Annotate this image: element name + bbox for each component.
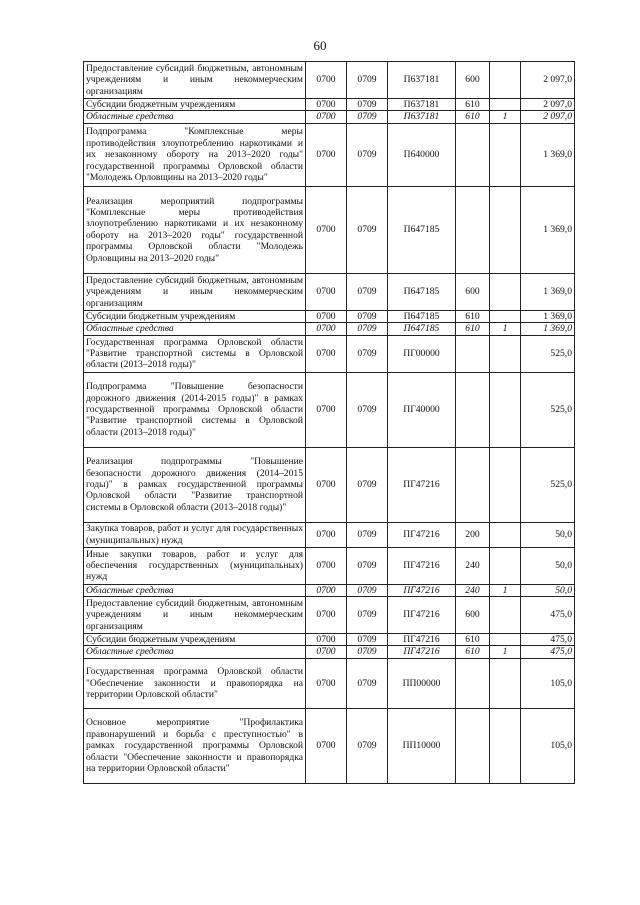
row-expense-type: 200 [456, 522, 490, 547]
row-expense-type [456, 658, 490, 708]
row-name: Реализация мероприятий подпрограммы "Комплексные меры противодействия злоупотреблению наркотиками и их незаконному обороту на 2013–2020 годы" государственной программы Орловской области "Молодежь Орловщины на 2013–2020 годы" [84, 186, 306, 273]
row-section: 0700 [306, 522, 347, 547]
row-target-article: П640000 [388, 123, 456, 186]
row-funding-source [490, 634, 521, 646]
row-target-article: ПГ47216 [388, 522, 456, 547]
row-name: Областные средства [84, 323, 306, 335]
row-subsection: 0709 [347, 310, 388, 322]
row-expense-type [456, 372, 490, 447]
row-funding-source [490, 447, 521, 522]
table-row [84, 310, 575, 322]
row-funding-source [490, 186, 521, 273]
table-row [84, 372, 575, 447]
row-subsection: 0709 [347, 708, 388, 783]
table-row [84, 123, 575, 186]
row-target-article: ПГ47216 [388, 547, 456, 584]
row-expense-type: 240 [456, 547, 490, 584]
row-section: 0700 [306, 273, 347, 310]
row-subsection: 0709 [347, 62, 388, 99]
table-row [84, 335, 575, 372]
row-expense-type [456, 186, 490, 273]
table-row [84, 658, 575, 708]
table-row [84, 447, 575, 522]
row-funding-source: 1 [490, 584, 521, 596]
row-target-article: ПГ47216 [388, 646, 456, 658]
row-amount: 2 097,0 [521, 99, 575, 111]
table-row [84, 634, 575, 646]
row-expense-type: 600 [456, 597, 490, 634]
row-amount: 1 369,0 [521, 123, 575, 186]
row-expense-type: 610 [456, 310, 490, 322]
row-funding-source [490, 123, 521, 186]
row-subsection: 0709 [347, 447, 388, 522]
row-amount: 525,0 [521, 335, 575, 372]
table-row [84, 99, 575, 111]
row-amount: 50,0 [521, 584, 575, 596]
row-subsection: 0709 [347, 372, 388, 447]
row-section: 0700 [306, 708, 347, 783]
row-target-article: ПГ47216 [388, 584, 456, 596]
row-name: Основное мероприятие "Профилактика правонарушений и борьба с преступностью" в рамках государственной программы Орловской области "Обеспечение законности и правопорядка на территории Орловской области" [84, 708, 306, 783]
row-section: 0700 [306, 447, 347, 522]
row-funding-source [490, 310, 521, 322]
table-row [84, 323, 575, 335]
row-section: 0700 [306, 99, 347, 111]
row-section: 0700 [306, 111, 347, 123]
row-section: 0700 [306, 186, 347, 273]
row-name: Иные закупки товаров, работ и услуг для обеспечения государственных (муниципальных) нужд [84, 547, 306, 584]
row-target-article: П637181 [388, 62, 456, 99]
table-row [84, 111, 575, 123]
row-name: Реализация подпрограммы "Повышение безопасности дорожного движения (2014–2015 годы)" в рамках государственной программы Орловской области "Развитие транспортной системы в Орловской области (2013–2018 годы)" [84, 447, 306, 522]
row-expense-type: 610 [456, 323, 490, 335]
row-subsection: 0709 [347, 186, 388, 273]
row-subsection: 0709 [347, 111, 388, 123]
row-expense-type [456, 335, 490, 372]
table-row [84, 584, 575, 596]
row-amount: 105,0 [521, 658, 575, 708]
table-row [84, 186, 575, 273]
row-funding-source [490, 658, 521, 708]
row-subsection: 0709 [347, 273, 388, 310]
row-name: Государственная программа Орловской области "Развитие транспортной системы в Орловской области (2013–2018 годы)" [84, 335, 306, 372]
row-name: Государственная программа Орловской области "Обеспечение законности и правопорядка на территории Орловской области" [84, 658, 306, 708]
row-target-article: П647185 [388, 273, 456, 310]
row-amount: 475,0 [521, 646, 575, 658]
row-target-article: ПГ00000 [388, 335, 456, 372]
row-subsection: 0709 [347, 522, 388, 547]
row-amount: 475,0 [521, 597, 575, 634]
row-section: 0700 [306, 310, 347, 322]
row-expense-type: 610 [456, 646, 490, 658]
row-target-article: ПГ40000 [388, 372, 456, 447]
row-name: Областные средства [84, 646, 306, 658]
row-amount: 2 097,0 [521, 111, 575, 123]
row-subsection: 0709 [347, 584, 388, 596]
row-amount: 1 369,0 [521, 323, 575, 335]
row-expense-type: 240 [456, 584, 490, 596]
row-expense-type: 610 [456, 99, 490, 111]
row-section: 0700 [306, 547, 347, 584]
row-section: 0700 [306, 62, 347, 99]
row-target-article: ПП10000 [388, 708, 456, 783]
row-funding-source [490, 708, 521, 783]
table-row [84, 646, 575, 658]
table-row [84, 597, 575, 634]
row-expense-type: 610 [456, 111, 490, 123]
row-expense-type [456, 447, 490, 522]
row-expense-type [456, 708, 490, 783]
row-expense-type [456, 123, 490, 186]
row-target-article: ПГ47216 [388, 597, 456, 634]
row-funding-source [490, 62, 521, 99]
row-amount: 525,0 [521, 372, 575, 447]
row-funding-source [490, 597, 521, 634]
row-name: Предоставление субсидий бюджетным, автономным учреждениям и иным некоммерческим организациям [84, 273, 306, 310]
row-name: Субсидии бюджетным учреждениям [84, 310, 306, 322]
row-subsection: 0709 [347, 547, 388, 584]
table-row [84, 273, 575, 310]
row-name: Субсидии бюджетным учреждениям [84, 634, 306, 646]
row-funding-source [490, 547, 521, 584]
row-section: 0700 [306, 658, 347, 708]
row-target-article: П647185 [388, 310, 456, 322]
row-expense-type: 600 [456, 62, 490, 99]
row-amount: 525,0 [521, 447, 575, 522]
row-name: Областные средства [84, 111, 306, 123]
row-section: 0700 [306, 335, 347, 372]
row-name: Закупка товаров, работ и услуг для государственных (муниципальных) нужд [84, 522, 306, 547]
row-name: Подпрограмма "Повышение безопасности дорожного движения (2014-2015 годы)" в рамках государственной программы Орловской области "Развитие транспортной системы в Орловской области (2013–2018 годы)" [84, 372, 306, 447]
table-row [84, 547, 575, 584]
row-subsection: 0709 [347, 646, 388, 658]
row-amount: 2 097,0 [521, 62, 575, 99]
table-row [84, 708, 575, 783]
row-funding-source: 1 [490, 323, 521, 335]
row-name: Областные средства [84, 584, 306, 596]
row-section: 0700 [306, 372, 347, 447]
row-target-article: П637181 [388, 111, 456, 123]
row-amount: 475,0 [521, 634, 575, 646]
row-name: Подпрограмма "Комплексные меры противодействия злоупотреблению наркотиками и их незаконному обороту на 2013–2020 годы" государственной программы Орловской области "Молодежь Орловщины на 2013–2020 годы" [84, 123, 306, 186]
row-name: Предоставление субсидий бюджетным, автономным учреждениям и иным некоммерческим организациям [84, 62, 306, 99]
row-section: 0700 [306, 597, 347, 634]
row-subsection: 0709 [347, 335, 388, 372]
table-row [84, 522, 575, 547]
row-amount: 1 369,0 [521, 186, 575, 273]
row-subsection: 0709 [347, 658, 388, 708]
row-subsection: 0709 [347, 99, 388, 111]
page-number: 60 [313, 38, 327, 53]
row-amount: 1 369,0 [521, 310, 575, 322]
row-section: 0700 [306, 634, 347, 646]
row-subsection: 0709 [347, 634, 388, 646]
row-funding-source [490, 372, 521, 447]
row-section: 0700 [306, 323, 347, 335]
row-section: 0700 [306, 584, 347, 596]
row-funding-source [490, 273, 521, 310]
row-funding-source: 1 [490, 111, 521, 123]
row-target-article: П647185 [388, 186, 456, 273]
row-target-article: ПП00000 [388, 658, 456, 708]
table-row [84, 62, 575, 99]
row-amount: 50,0 [521, 547, 575, 584]
row-amount: 50,0 [521, 522, 575, 547]
row-funding-source [490, 335, 521, 372]
row-funding-source [490, 522, 521, 547]
row-subsection: 0709 [347, 323, 388, 335]
budget-table-body [84, 62, 575, 784]
row-amount: 1 369,0 [521, 273, 575, 310]
row-target-article: П637181 [388, 99, 456, 111]
row-funding-source [490, 99, 521, 111]
row-expense-type: 610 [456, 634, 490, 646]
row-name: Субсидии бюджетным учреждениям [84, 99, 306, 111]
row-target-article: ПГ47216 [388, 634, 456, 646]
row-expense-type: 600 [456, 273, 490, 310]
row-amount: 105,0 [521, 708, 575, 783]
row-subsection: 0709 [347, 597, 388, 634]
row-funding-source: 1 [490, 646, 521, 658]
row-target-article: П647185 [388, 323, 456, 335]
row-subsection: 0709 [347, 123, 388, 186]
row-section: 0700 [306, 123, 347, 186]
row-target-article: ПГ47216 [388, 447, 456, 522]
budget-table [83, 61, 575, 784]
row-section: 0700 [306, 646, 347, 658]
row-name: Предоставление субсидий бюджетным, автономным учреждениям и иным некоммерческим организациям [84, 597, 306, 634]
